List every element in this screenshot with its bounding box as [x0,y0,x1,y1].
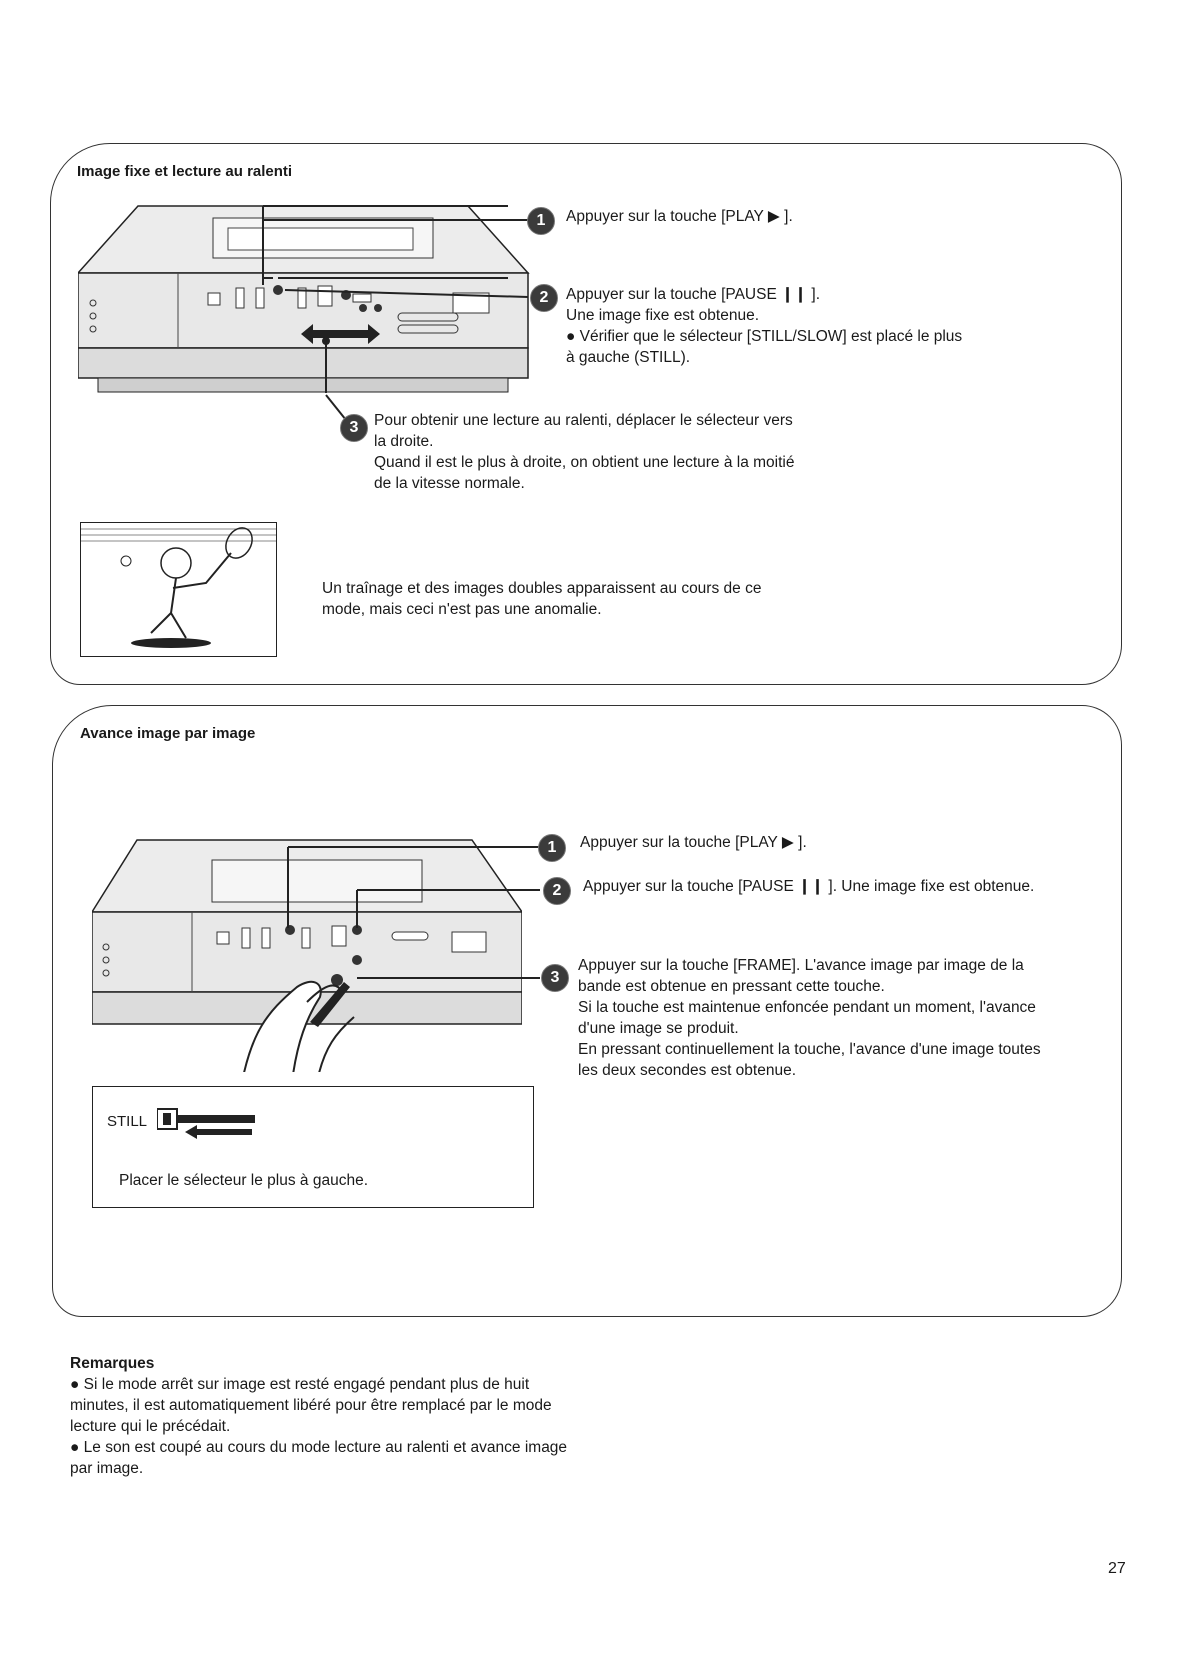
section1-heading: Image fixe et lecture au ralenti [77,163,293,180]
remark-item: ● Si le mode arrêt sur image est resté engagé pendant plus de huit minutes, il est automatiquement libéré pour être remplacé par le mode lecture qui le précédait. [70,1376,552,1435]
still-selector-box [92,1086,534,1208]
section2-step1-text: Appuyer sur la touche [PLAY ▶ ]. [580,834,807,851]
section1-step2-text: Appuyer sur la touche [PAUSE ❙❙ ]. Une image fixe est obtenue. ● Vérifier que le sélecteur [STILL/SLOW] est placé le plus à gauche (STILL). [566,286,963,366]
section2-step3-text: Appuyer sur la touche [FRAME]. L'avance image par image de la bande est obtenue en pressant cette touche. Si la touche est maintenue enfoncée pendant un moment, l'avance d'une image se produit. En pressant continuellement la touche, l'avance d'une image toutes les deux secondes est obtenue. [578,957,1041,1079]
section2-heading: Avance image par image [80,725,256,742]
step-2-badge: 2 [543,877,571,905]
page-number: 27 [1108,1560,1126,1577]
step-1-badge: 1 [538,834,566,862]
section1-step1-text: Appuyer sur la touche [PLAY ▶ ]. [566,208,793,225]
slider-icon [157,1105,257,1145]
remark-item: ● Le son est coupé au cours du mode lecture au ralenti et avance image par image. [70,1439,568,1477]
still-label: STILL [107,1113,148,1130]
section2-step2-text: Appuyer sur la touche [PAUSE ❙❙ ]. Une image fixe est obtenue. [583,878,1035,895]
section1-note: Un traînage et des images doubles apparaissent au cours de ce mode, mais ceci n'est pas une anomalie. [322,580,762,618]
step-2-badge: 2 [530,284,558,312]
step-3-badge: 3 [340,414,368,442]
still-caption: Placer le sélecteur le plus à gauche. [119,1172,369,1189]
tennis-player-illustration [80,522,277,657]
remarks [70,1353,570,1479]
section1-step3-text: Pour obtenir une lecture au ralenti, déplacer le sélecteur vers la droite. Quand il est le plus à droite, on obtient une lecture à la moitié de la vitesse normale. [374,412,795,492]
remarks-title: Remarques [70,1355,155,1372]
step-1-badge: 1 [527,207,555,235]
step-3-badge: 3 [541,964,569,992]
